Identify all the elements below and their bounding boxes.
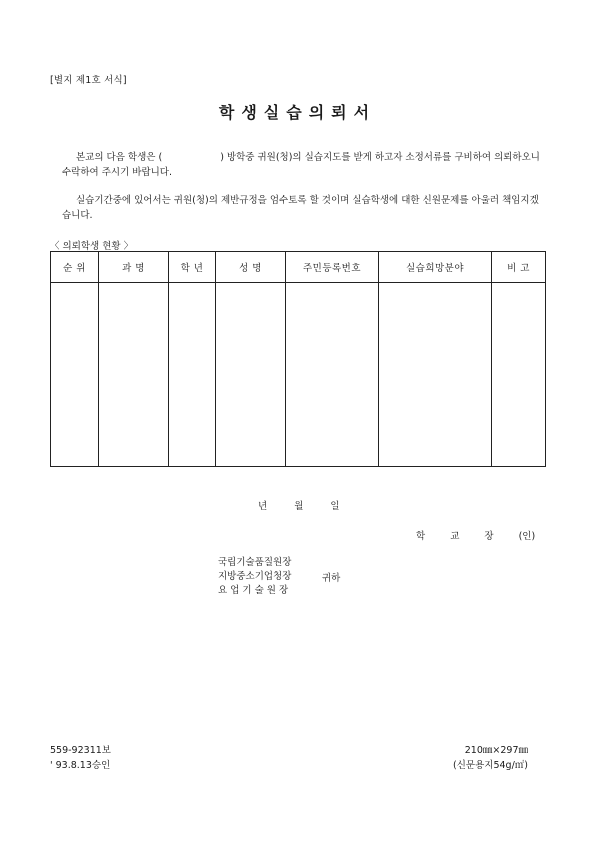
header-name: 성 명: [216, 252, 286, 283]
recipient-suffix: 귀하: [322, 573, 341, 584]
header-remarks: 비 고: [492, 252, 546, 283]
table-header-row: [51, 252, 546, 283]
date-line: 년 월 일: [258, 501, 340, 512]
header-grade: 학 년: [169, 252, 216, 283]
cell-grade[interactable]: [169, 283, 216, 467]
footer-paper-spec: [430, 743, 528, 773]
footer-approval: [50, 743, 111, 773]
request-paragraph: [62, 150, 540, 180]
request-text-end: ) 방학중 귀원(청)의 실습지도를 받게 하고자 소정서류를 구비하여 의뢰하오니 수락하여 주시기 바랍니다.: [62, 152, 540, 178]
header-resident-number: 주민등록번호: [286, 252, 379, 283]
table-row: [51, 283, 546, 467]
student-table: [50, 251, 546, 467]
cell-remarks[interactable]: [492, 283, 546, 467]
cell-department[interactable]: [99, 283, 169, 467]
paper-type: (신문용지54g/㎡): [453, 760, 528, 771]
request-text-start: 본교의 다음 학생은 (: [76, 152, 163, 163]
cell-rank[interactable]: [51, 283, 99, 467]
pledge-paragraph: [62, 193, 540, 223]
recipient-item: 국립기술품질원장: [218, 557, 292, 568]
cell-name[interactable]: [216, 283, 286, 467]
cell-resident-number[interactable]: [286, 283, 379, 467]
approval-date: ' 93.8.13승인: [50, 760, 111, 771]
cell-training-field[interactable]: [379, 283, 492, 467]
table-caption: 〈 의뢰학생 현황 〉: [50, 241, 134, 252]
recipient-item: 요 업 기 술 원 장: [218, 585, 289, 596]
pledge-text: 실습기간중에 있어서는 귀원(청)의 제반규정을 엄수토록 할 것이며 실습학생에 대한 신원문제를 아울러 책임지겠습니다.: [62, 195, 539, 221]
header-department: 과 명: [99, 252, 169, 283]
header-rank: 순 위: [51, 252, 99, 283]
form-number: [별지 제1호 서식]: [50, 75, 127, 86]
form-code: 559-92311보: [50, 745, 111, 756]
recipient-list: [218, 556, 291, 598]
recipient-item: 지방중소기업청장: [218, 571, 292, 582]
principal-signature: 학 교 장 (인): [416, 531, 536, 542]
paper-size: 210㎜×297㎜: [464, 745, 528, 756]
document-title: 학생실습의뢰서: [218, 103, 377, 122]
header-training-field: 실습희망분야: [379, 252, 492, 283]
